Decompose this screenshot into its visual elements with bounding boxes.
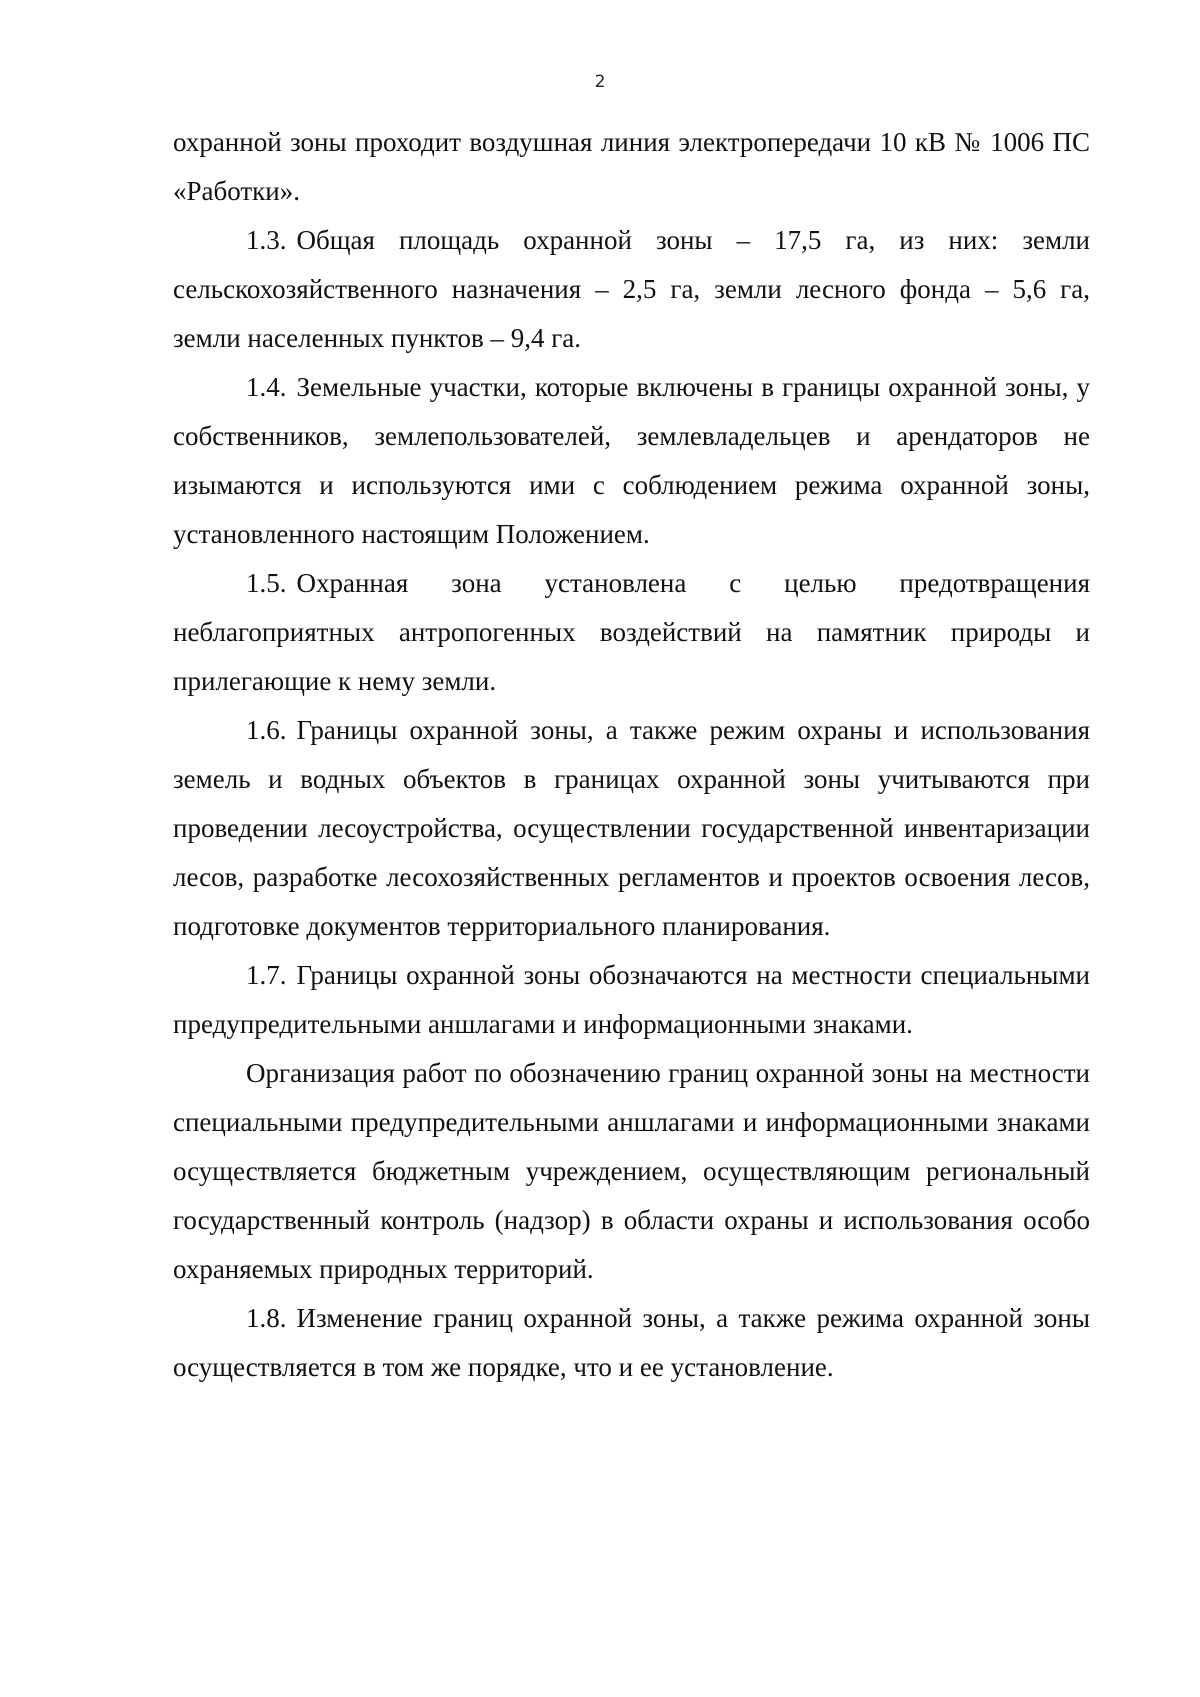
paragraph-number: 1.4. [246, 372, 287, 402]
paragraph-text: Охранная зона установлена с целью предотвращения неблагоприятных антропогенных воздействий на памятник природы и прилегающие к нему земли. [173, 568, 1090, 696]
paragraph-1-5 [173, 559, 1090, 706]
page-number: 2 [594, 72, 606, 92]
paragraph-continuation [173, 118, 1090, 216]
paragraph-number: 1.5. [246, 568, 287, 598]
paragraph-1-7 [173, 951, 1090, 1049]
document-body [173, 118, 1090, 1392]
paragraph-1-6 [173, 706, 1090, 951]
paragraph-text: Земельные участки, которые включены в границы охранной зоны, у собственников, землепользователей, землевладельцев и арендаторов не изымаются и используются ими с соблюдением режима охранной зоны, установленного настоящим Положением. [173, 372, 1090, 549]
paragraph-text: Организация работ по обозначению границ охранной зоны на местности специальными предупредительными аншлагами и информационными знаками осуществляется бюджетным учреждением, осуществляющим региональный государственный контроль (надзор) в области охраны и использования особо охраняемых природных территорий. [173, 1058, 1090, 1284]
paragraph-text: охранной зоны проходит воздушная линия электропередачи 10 кВ № 1006 ПС «Работки». [173, 127, 1090, 206]
paragraph-1-8 [173, 1294, 1090, 1392]
paragraph-text: Границы охранной зоны, а также режим охраны и использования земель и водных объектов в границах охранной зоны учитываются при проведении лесоустройства, осуществлении государственной инвентаризации лесов, разработке лесохозяйственных регламентов и проектов освоения лесов, подготовке документов территориального планирования. [173, 715, 1090, 941]
paragraph-number: 1.6. [246, 715, 287, 745]
paragraph-number: 1.7. [246, 960, 287, 990]
paragraph-number: 1.3. [246, 225, 287, 255]
paragraph-1-4 [173, 363, 1090, 559]
paragraph-number: 1.8. [246, 1303, 287, 1333]
paragraph-text: Границы охранной зоны обозначаются на местности специальными предупредительными аншлагами и информационными знаками. [173, 960, 1090, 1039]
paragraph-1-7-organization [173, 1049, 1090, 1294]
paragraph-1-3 [173, 216, 1090, 363]
paragraph-text: Общая площадь охранной зоны – 17,5 га, из них: земли сельскохозяйственного назначения – 2,5 га, земли лесного фонда – 5,6 га, земли населенных пунктов – 9,4 га. [173, 225, 1090, 353]
paragraph-text: Изменение границ охранной зоны, а также режима охранной зоны осуществляется в том же порядке, что и ее установление. [173, 1303, 1090, 1382]
